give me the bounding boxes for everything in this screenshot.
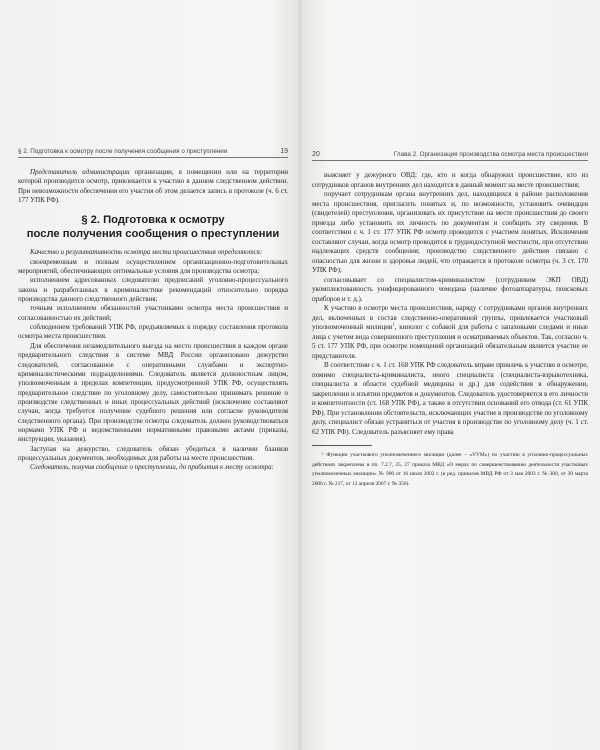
- left-paragraph: Заступая на дежурство, следователь обязан убедиться в наличии бланков процессуальных документов, необходимых для работы на месте происшествия.: [18, 444, 288, 462]
- left-paragraph: [18, 248, 288, 257]
- left-paragraph: точным исполнением обязанностей участниками осмотра места происшествия и согласованностью их действий;: [18, 304, 288, 322]
- right-page-number: 20: [312, 151, 320, 158]
- left-paragraph: исполнением адресованных следователю предписаний уголовно-процессуального закона и разработанных в криминалистике рекомендаций относительно порядка производства данного следственного действия;: [18, 276, 288, 304]
- section-heading: [18, 214, 288, 241]
- right-body: [312, 171, 588, 437]
- left-intro: [18, 168, 288, 205]
- footnote-rule: [312, 445, 372, 446]
- right-running-head: [312, 151, 588, 161]
- left-paragraph: соблюдением требований УПК РФ, предъявляемых к порядку составления протокола осмотра места происшествия.: [18, 323, 288, 341]
- left-paragraph: Представитель администрации организации, в помещении или на территории которой производится осмотр, привлекается к участию в данном следственном действии. При невозможности обеспечения его участия об этом делается запись в протоколе (ч. 6 ст. 177 УПК РФ).: [18, 168, 288, 205]
- right-paragraph: выясняет у дежурного ОВД: где, кто и когда обнаружил происшествие, кто из сотрудников органов внутренних дел находится в данный момент на месте происшествия;: [312, 171, 588, 189]
- left-paragraph: Для обеспечения незамедлительного выезда на место происшествия в каждом органе предварительного следствия в системе МВД России организовано дежурство следователей, согласованное с оперативными службами и экспертно-криминалистическими подразделениями. Следователь является должностным лицом, уполномоченным в пределах компетенции, предусмотренной УПК РФ, осуществлять предварительное следствие по уголовному делу, самостоятельно принимать решение о производстве следственных и иных процессуальных действий (исключение составляют случаи, когда требуется получение судебного решения или согласие руководителя следственного органа). При производстве осмотра следователь должен руководствоваться нормами УПК РФ и ведомственными нормативными правовыми актами (приказы, инструкции, указания).: [18, 341, 288, 444]
- italic-text: Следователь, получив сообщение о преступлении, до прибытия к месту осмотра:: [30, 463, 274, 472]
- section-heading-line-1: § 2. Подготовка к осмотру: [81, 214, 225, 227]
- left-paragraph: своевременным и полным осуществлением организационно-подготовительных мероприятий, обеспечивающих оптимальные условия для производства осмотра;: [18, 257, 288, 276]
- italic-text: Качество и результативность осмотра места происшествия определяются:: [30, 248, 263, 257]
- footnote: ¹ Функции участкового уполномоченного милиции (далее – «УУМ») по участию в уголовно-процессуальных действиях закреплены в пп. 7.2.7, 25, 27 приказа МВД «О мерах по совершенствованию деятельности участковых уполномоченных милиции» № 900 от 16 июля 2002 г. (в ред. приказов МВД РФ от 3 мая 2003 г. № 300, от 30 марта 2006 г. № 217, от 12 апреля 2007 г. № 356).: [312, 452, 588, 487]
- right-paragraph: поручает сотрудникам органа внутренних дел, находящихся в районе расположения места происшествия, пригласить понятых и, по возможности, установить очевидцев (свидетелей) преступления, организовать их присутствие на месте происшествия до своего приезда либо установить их личность по документам и сообщить эту сведения. В соответствии с ч. 1 ст. 177 УПК РФ осмотр проводится с участием понятых. Исключения составляют случаи, когда осмотр проводится в труднодоступной местности, при отсутствии надлежащих средств сообщения; производство следственного действия связано с опасностью для жизни и здоровья людей, что отражается в протоколе осмотра (ч. 3 ст. 170 УПК РФ);: [312, 190, 588, 274]
- left-paragraph: [18, 463, 288, 472]
- section-heading-line-2: после получения сообщения о преступлении: [26, 227, 280, 240]
- left-running-head-text: § 2. Подготовка к осмотру после получения сообщения о преступлении: [18, 148, 228, 155]
- left-page: [18, 140, 288, 740]
- footnote-marker: 1: [392, 321, 395, 327]
- right-running-head-text: Глава 2. Организация производства осмотра места происшествия: [393, 151, 588, 158]
- right-paragraph: согласовывает со специалистом-криминалистом (сотрудником ЭКП ОВД) укомплектованность унифицированного чемодана (наличие фотоаппаратуры, поисковых приборов и т. д.).: [312, 275, 588, 303]
- left-body: [18, 248, 288, 472]
- right-page: [312, 140, 588, 740]
- left-page-number: 19: [280, 148, 288, 155]
- italic-text: Представитель администрации: [30, 168, 130, 176]
- right-paragraph: К участию в осмотре места происшествия, наряду с сотрудниками органов внутренних дел, включенных в состав следственно-оперативной группы, привлекается участковый уполномоченный милиции$^1$, кинолог с собакой для работы с запаховыми следами и иные лица с учетом вида совершенного преступления и осматриваемых объектов. Так, согласно ч. 5 ст. 177 УПК РФ, при осмотре помещений организаций обязательным является участие ее представителя.: [312, 304, 588, 360]
- right-paragraph: В соответствии с ч. 1 ст. 168 УПК РФ следователь вправе привлечь к участию в осмотре, помимо специалиста-криминалиста, иного специалиста (специалиста-взрывотехника, специалиста в области судебной медицины и др.) для содействия в обнаружении, закреплении и изъятии предметов и документов. Следователь удостоверяется в его личности и компетентности (ст. 168 УПК РФ), а также в отсутствии оснований его отвода (ст. 61 УПК РФ). При установлении обстоятельств, исключающих участие в производстве по уголовному делу, специалист обязан устраниться от участия в производстве по уголовному делу (ч. 1 ст. 62 УПК РФ). Следователь разъясняет ему права: [312, 361, 588, 436]
- left-running-head: [18, 148, 288, 158]
